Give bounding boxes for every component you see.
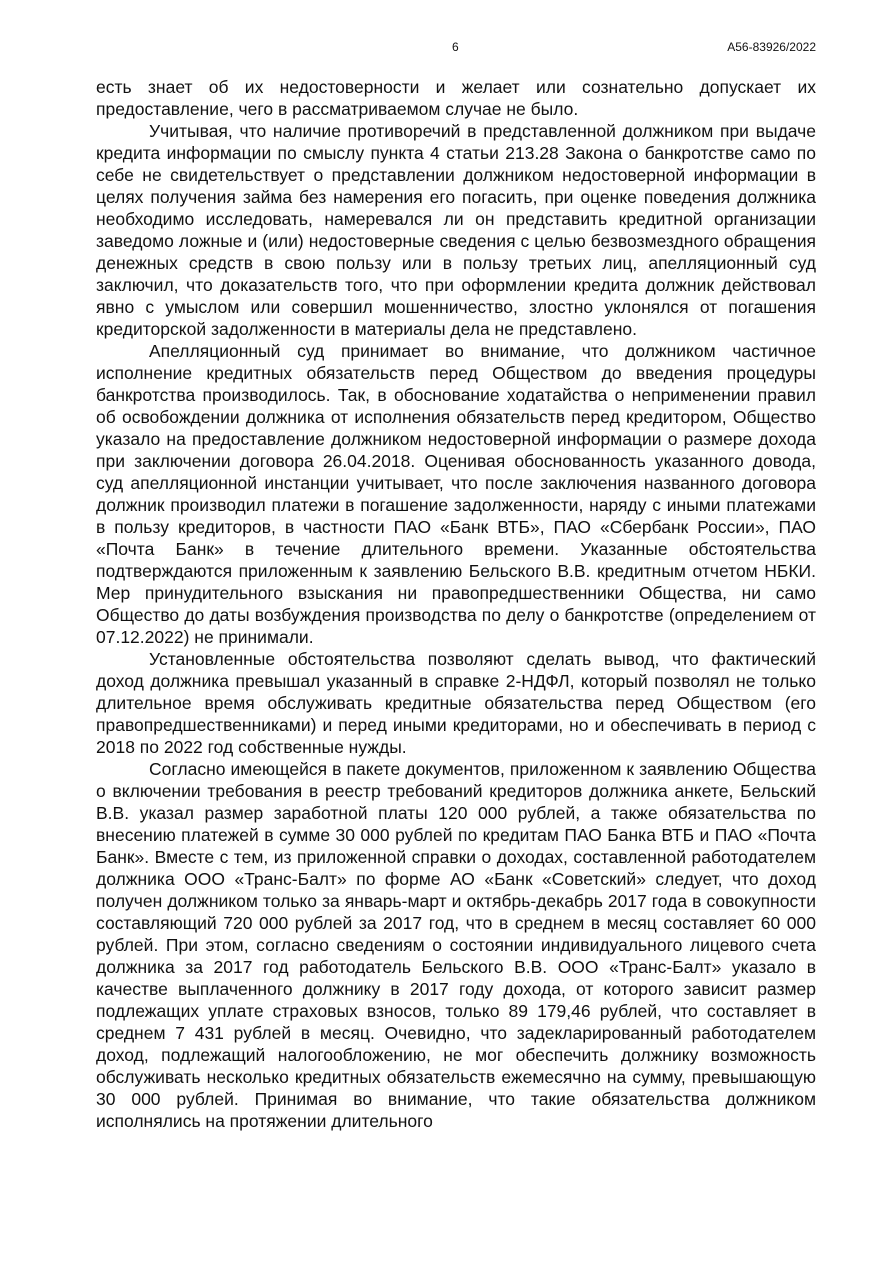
- paragraph-contradictions: Учитывая, что наличие противоречий в представленной должником при выдаче кредита информации по смыслу пункта 4 статьи 213.28 Закона о банкротстве само по себе не свидетельствует о представлении должником недостоверной информации в целях получения займа без намерения его погасить, при оценке поведения должника необходимо исследовать, намеревался ли он представить кредитной организации заведомо ложные и (или) недостоверные сведения с целью безвозмездного обращения денежных средств в свою пользу или в пользу третьих лиц, апелляционный суд заключил, что доказательств того, что при оформлении кредита должник действовал явно с умыслом или совершил мошенничество, злостно уклонялся от погашения кредиторской задолженности в материалы дела не представлено.: [96, 121, 816, 339]
- paragraph-questionnaire: Согласно имеющейся в пакете документов, приложенном к заявлению Общества о включении требования в реестр требований кредиторов должника анкете, Бельский В.В. указал размер заработной платы 120 000 рублей, а также обязательства по внесению платежей в сумме 30 000 рублей по кредитам ПАО Банка ВТБ и ПАО «Почта Банк». Вместе с тем, из приложенной справки о доходах, составленной работодателем должника ООО «Транс-Балт» по форме АО «Банк «Советский» следует, что доход получен должником только за январь-март и октябрь-декабрь 2017 года в совокупности составляющий 720 000 рублей за 2017 год, что в среднем в месяц составляет 60 000 рублей. При этом, согласно сведениям о состоянии индивидуального лицевого счета должника за 2017 год работодатель Бельского В.В. ООО «Транс-Балт» указало в качестве выплаченного должнику в 2017 году дохода, от которого зависит размер подлежащих уплате страховых взносов, только 89 179,46 рублей, что составляет в среднем 7 431 рублей в месяц. Очевидно, что задекларированный работодателем доход, подлежащий налогообложению, не мог обеспечить должнику возможность обслуживать несколько кредитных обязательств ежемесячно на сумму, превышающую 30 000 рублей. Принимая во внимание, что такие обязательства должником исполнялись на протяжении длительного: [96, 759, 816, 1131]
- document-body: [96, 76, 816, 1132]
- paragraph-continuation: есть знает об их недостоверности и желает или сознательно допускает их предоставление, чего в рассматриваемом случае не было.: [96, 77, 816, 119]
- page-number: 6: [452, 40, 459, 54]
- case-number: А56-83926/2022: [727, 40, 816, 54]
- paragraph-income-conclusion: Установленные обстоятельства позволяют сделать вывод, что фактический доход должника превышал указанный в справке 2-НДФЛ, который позволял не только длительное время обслуживать кредитные обязательства перед Обществом (его правопредшественниками) и перед иными кредиторами, но и обеспечивать в период с 2018 по 2022 год собственные нужды.: [96, 649, 816, 757]
- page-header: [0, 40, 878, 60]
- paragraph-partial-performance: Апелляционный суд принимает во внимание, что должником частичное исполнение кредитных обязательств перед Обществом до введения процедуры банкротства производилось. Так, в обоснование ходатайства о неприменении правил об освобождении должника от исполнения обязательств перед кредитором, Общество указало на предоставление должником недостоверной информации о размере дохода при заключении договора 26.04.2018. Оценивая обоснованность указанного довода, суд апелляционной инстанции учитывает, что после заключения названного договора должник производил платежи в погашение задолженности, наряду с иными платежами в пользу кредиторов, в частности ПАО «Банк ВТБ», ПАО «Сбербанк России», ПАО «Почта Банк» в течение длительного времени. Указанные обстоятельства подтверждаются приложенным к заявлению Бельского В.В. кредитным отчетом НБКИ. Мер принудительного взыскания ни правопредшественники Общества, ни само Общество до даты возбуждения производства по делу о банкротстве (определением от 07.12.2022) не принимали.: [96, 341, 816, 647]
